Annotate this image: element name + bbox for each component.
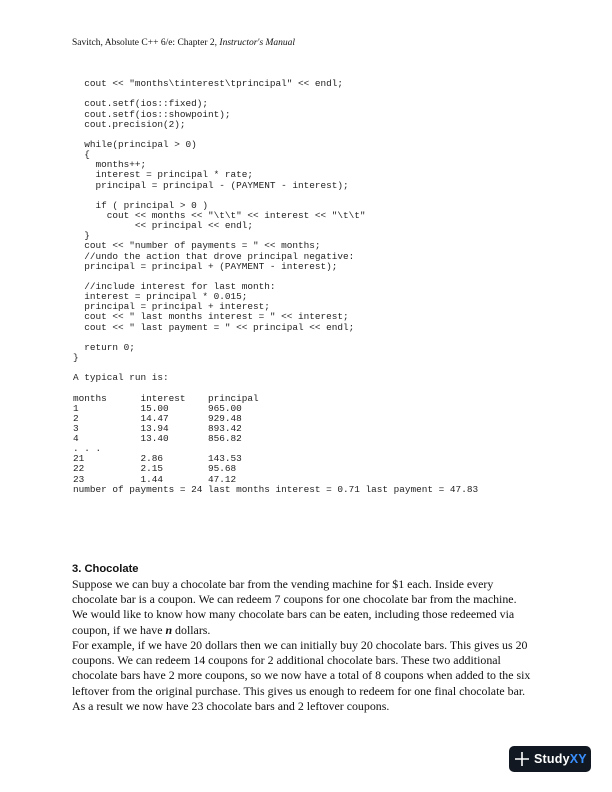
- running-header: [72, 38, 295, 48]
- paragraph-example: [72, 638, 552, 714]
- code-line: interest = principal * 0.015;: [73, 291, 248, 303]
- code-line: principal = principal + interest;: [73, 301, 270, 313]
- code-line: 4 13.40 856.82: [73, 433, 242, 445]
- paragraph-line: coupons. We can redeem 14 coupons for 2 additional chocolate bars. These two additional: [72, 653, 501, 668]
- code-line: months interest principal: [73, 392, 259, 404]
- code-line: 2 14.47 929.48: [73, 412, 242, 424]
- code-line: cout << " last payment = " << principal << endl;: [73, 321, 355, 333]
- paragraph-line: Suppose we can buy a chocolate bar from the vending machine for $1 each. Inside every: [72, 577, 494, 591]
- code-line: cout.setf(ios::showpoint);: [73, 108, 231, 120]
- paragraph-line: coupon, if we have n dollars.: [72, 622, 211, 637]
- code-line: principal = principal - (PAYMENT - interest);: [73, 179, 349, 191]
- code-line: cout << months << "\t\t" << interest << "\t\t": [73, 209, 366, 221]
- code-line: //undo the action that drove principal negative:: [73, 250, 355, 262]
- paragraph-line: We would like to know how many chocolate bars can be eaten, including those redeemed via: [72, 607, 515, 622]
- code-line: }: [73, 351, 79, 363]
- code-line: }: [73, 230, 90, 242]
- code-line: principal = principal + (PAYMENT - interest);: [73, 260, 338, 272]
- code-line: . . .: [73, 443, 102, 455]
- paragraph-problem: [72, 577, 552, 638]
- code-line: 21 2.86 143.53: [73, 453, 242, 465]
- code-line: number of payments = 24 last months interest = 0.71 last payment = 47.83: [73, 483, 479, 495]
- studyxy-badge[interactable]: [509, 746, 591, 772]
- code-line: 1 15.00 965.00: [73, 402, 242, 414]
- code-line: return 0;: [73, 341, 135, 353]
- code-line: 22 2.15 95.68: [73, 463, 237, 475]
- code-line: while(principal > 0): [73, 138, 197, 150]
- paragraph-line: leftover from the original purchase. This gives us enough to redeem for one final chocolate bar.: [72, 683, 526, 698]
- code-line: months++;: [73, 159, 147, 171]
- code-line: cout << " last months interest = " << interest;: [73, 311, 349, 323]
- code-line: cout.precision(2);: [73, 118, 186, 130]
- code-listing: [73, 69, 478, 495]
- code-line: if ( principal > 0 ): [73, 199, 209, 211]
- code-line: cout << "number of payments = " << months;: [73, 240, 321, 252]
- variable-n: n: [165, 622, 173, 637]
- section-heading: 3. Chocolate: [72, 563, 139, 575]
- code-line: cout.setf(ios::fixed);: [73, 98, 209, 110]
- code-line: {: [73, 149, 90, 161]
- header-italic-text: Instructor's Manual: [219, 38, 296, 48]
- paragraph-line: chocolate bars have 2 more coupons, so we now have a total of 8 coupons when added to the six: [72, 668, 531, 683]
- code-line: interest = principal * rate;: [73, 169, 254, 181]
- plus-icon: [515, 752, 529, 766]
- code-line: //include interest for last month:: [73, 280, 276, 292]
- code-line: A typical run is:: [73, 372, 169, 384]
- code-line: cout << "months\tinterest\tprincipal" << endl;: [73, 78, 344, 90]
- badge-label: StudyXY: [534, 752, 587, 766]
- paragraph-line: For example, if we have 20 dollars then we can initially buy 20 chocolate bars. This gives us 20: [72, 638, 528, 652]
- paragraph-line: As a result we now have 23 chocolate bars and 2 leftover coupons.: [72, 698, 390, 713]
- code-line: 23 1.44 47.12: [73, 473, 237, 485]
- code-line: [73, 383, 478, 393]
- code-line: 3 13.94 893.42: [73, 422, 242, 434]
- header-text: Savitch, Absolute C++ 6/e: Chapter 2,: [72, 38, 218, 48]
- paragraph-line: chocolate bar is a coupon. We can redeem 7 coupons for one chocolate bar from the machine.: [72, 592, 517, 607]
- code-line: << principal << endl;: [73, 220, 254, 232]
